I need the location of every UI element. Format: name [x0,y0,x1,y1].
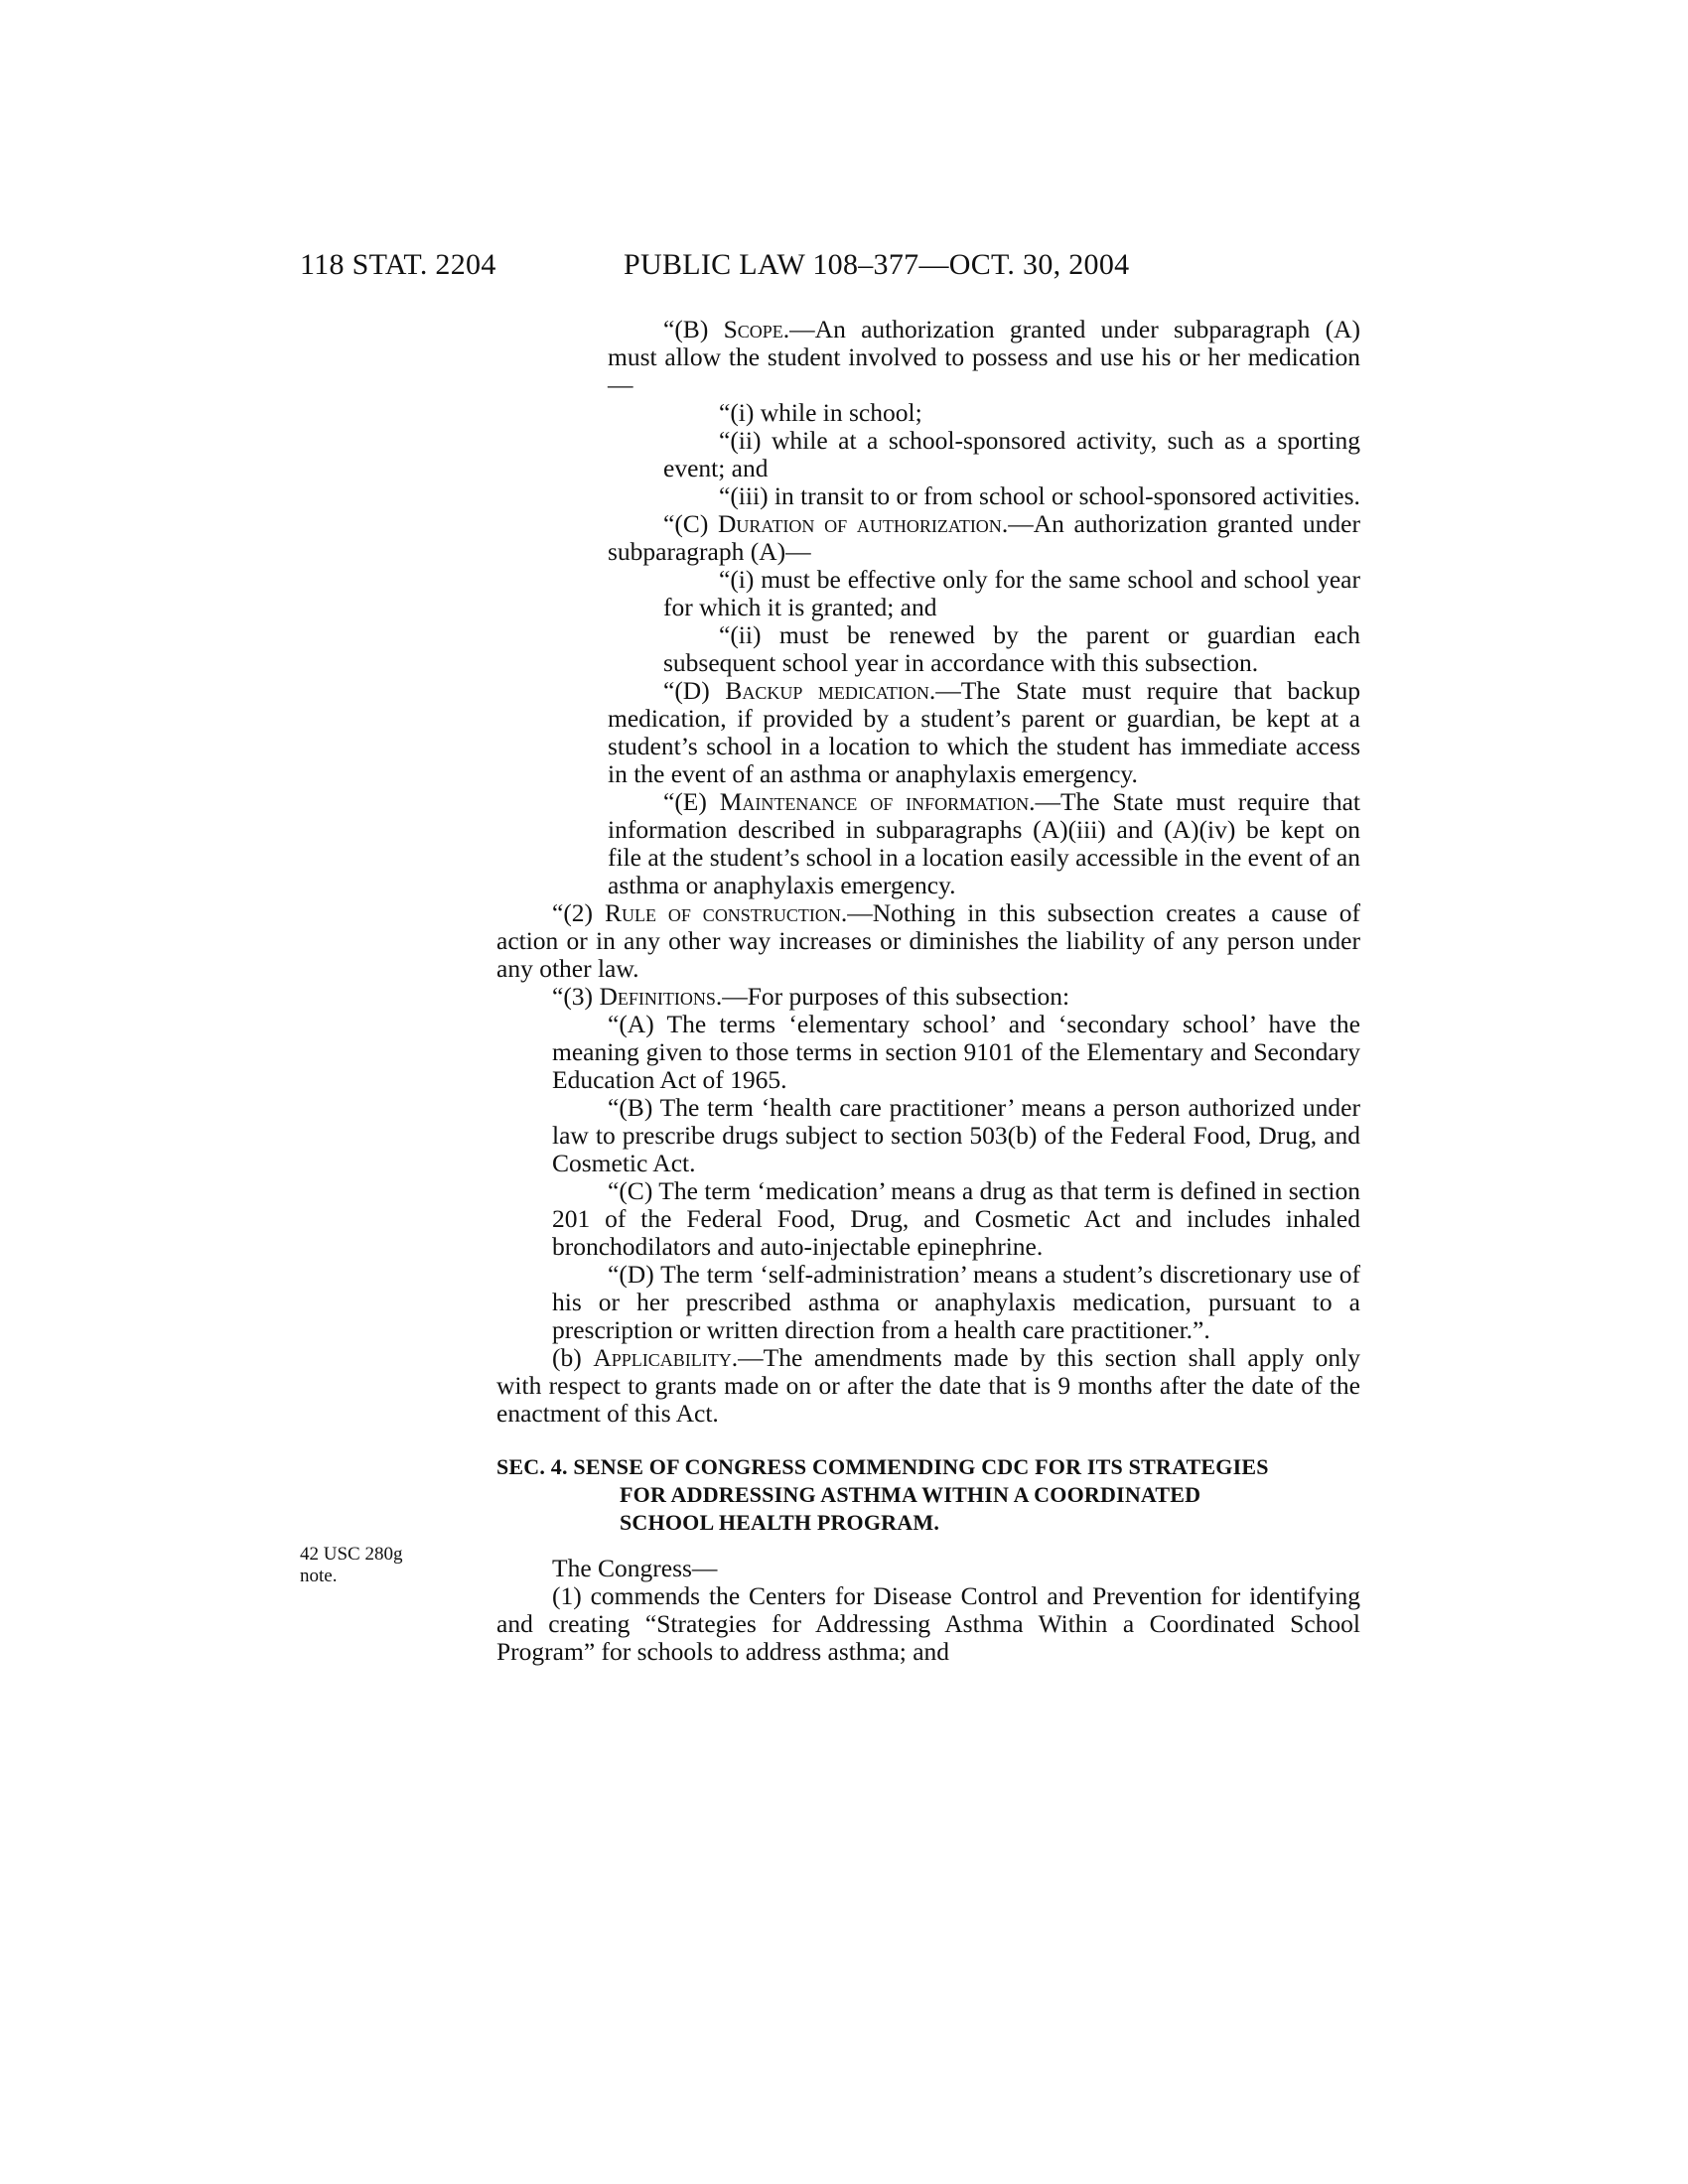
paragraph-2-rule [496,899,1360,983]
congress-intro: The Congress— [552,1554,718,1582]
margin-note-line-2: note. [300,1566,338,1586]
section-4-heading [496,1453,1360,1537]
clause-c-ii: “(ii) must be renewed by the parent or guardian each subsequent school year in accordance with this subsection. [663,620,1360,677]
subparagraph-c-duration [608,510,1360,566]
subsection-marker: (b) [552,1343,594,1372]
statute-page-number: 118 STAT. 2204 [300,248,496,281]
subparagraph-marker: “(C) [663,509,719,538]
subparagraph-heading: Backup medication [725,676,929,705]
subparagraph-text: .—An authorization granted under subparagraph (A)— [608,509,1360,566]
subparagraph-text: .—The State must require that backup medication, if provided by a student’s parent or guardian, be kept at a student’s school in a location to which the student has immediate access in the event of an asthma or anaphylaxis emergency. [608,676,1361,788]
subparagraph-heading: Duration of authorization [718,509,1002,538]
subparagraph-heading: Maintenance of information [719,787,1030,816]
subparagraph-text: .—The State must require that information described in subparagraphs (A)(iii) and (A)(iv) be kept on file at the student’s school in a location easily accessible in the event of an asthma or anaphylaxis emergency. [608,787,1361,899]
subparagraph-marker: “(D) [663,676,726,705]
section-heading-line-2: FOR ADDRESSING ASTHMA WITHIN A COORDINATED [620,1482,1201,1507]
margin-citation-note [300,1544,439,1587]
paragraph-marker: “(3) [552,982,600,1011]
subparagraph-heading: Scope [723,315,783,343]
paragraph-marker: “(2) [552,898,605,927]
definition-d: “(D) The term ‘self-administration’ means a student’s discretionary use of his or her prescribed asthma or anaphylaxis medication, pursuant to a prescription or written direction from a health care practitioner.”. [552,1260,1360,1344]
definition-a: “(A) The terms ‘elementary school’ and ‘secondary school’ have the meaning given to those terms in section 9101 of the Elementary and Secondary Education Act of 1965. [552,1010,1360,1094]
subparagraph-d-backup [608,677,1360,788]
subsection-b-applicability [496,1344,1360,1428]
subparagraph-marker: “(E) [663,787,720,816]
paragraph-heading: Definitions [599,982,716,1011]
clause-c-i: “(i) must be effective only for the same school and school year for which it is granted; and [663,565,1360,621]
clause-b-iii: “(iii) in transit to or from school or school-sponsored activities. [719,481,1360,510]
definition-c: “(C) The term ‘medication’ means a drug as that term is defined in section 201 of the Federal Food, Drug, and Cosmetic Act and includes inhaled bronchodilators and auto-injectable epinephrine. [552,1176,1360,1261]
page-header-title: PUBLIC LAW 108–377—OCT. 30, 2004 [624,248,1130,281]
definition-b: “(B) The term ‘health care practitioner’ means a person authorized under law to prescribe drugs subject to section 503(b) of the Federal Food, Drug, and Cosmetic Act. [552,1093,1360,1177]
subparagraph-b-scope [608,316,1360,399]
section-heading-line-1: SEC. 4. SENSE OF CONGRESS COMMENDING CDC FOR ITS STRATEGIES [496,1454,1269,1479]
congress-item-1: (1) commends the Centers for Disease Control and Prevention for identifying and creating “Strategies for Addressing Asthma Within a Coordinated School Program” for schools to address asthma; and [496,1581,1360,1666]
paragraph-text: .—For purposes of this subsection: [715,982,1070,1011]
paragraph-text: .—Nothing in this subsection creates a cause of action or in any other way increases or diminishes the liability of any person under any other law. [496,898,1360,983]
clause-b-ii: “(ii) while at a school-sponsored activity, such as a sporting event; and [663,426,1360,482]
section-heading-line-3: SCHOOL HEALTH PROGRAM. [620,1510,940,1535]
subsection-heading: Applicability [593,1343,732,1372]
subparagraph-e-maintenance [608,788,1360,899]
paragraph-heading: Rule of construction [604,898,841,927]
margin-note-line-1: 42 USC 280g [300,1544,403,1565]
clause-b-i: “(i) while in school; [719,398,922,427]
paragraph-3-definitions [496,983,1360,1011]
subparagraph-text: .—An authorization granted under subparagraph (A) must allow the student involved to possess and use his or her medication— [608,315,1361,399]
document-body [496,316,1360,1666]
subsection-text: .—The amendments made by this section shall apply only with respect to grants made on or after the date that is 9 months after the date of the enactment of this Act. [496,1343,1361,1428]
subparagraph-marker: “(B) [663,315,724,343]
